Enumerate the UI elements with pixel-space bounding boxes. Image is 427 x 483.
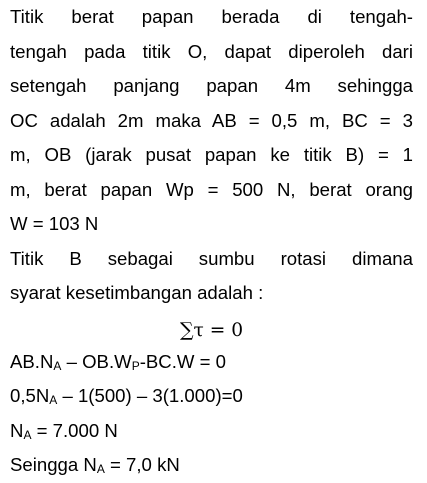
eq-part: = 7.000 N: [31, 419, 118, 441]
eq-part: -BC.W = 0: [139, 350, 226, 372]
text-line: m, berat papan Wp = 500 N, berat orang: [10, 178, 413, 200]
text-line: m, OB (jarak pusat papan ke titik B) = 1: [10, 144, 413, 165]
eq-subscript: P: [131, 358, 140, 373]
text-line: setengah panjang papan 4m sehingga: [10, 75, 413, 96]
document-body: [10, 0, 413, 483]
text-line: W = 103 N: [10, 213, 99, 234]
text-line: tengah pada titik O, dapat diperoleh dari: [10, 40, 413, 62]
equation-4: [10, 448, 413, 483]
text-line: OC adalah 2m maka AB = 0,5 m, BC = 3: [10, 109, 413, 131]
paragraph-center-of-mass: [10, 0, 413, 242]
eq-part: 0,5N: [10, 385, 50, 406]
eq-part: = 7,0 kN: [104, 454, 180, 475]
torque-sum-formula: [10, 315, 413, 345]
eq-part: AB.N: [10, 350, 54, 372]
eq-subscript: A: [96, 462, 105, 476]
sigma-symbol: ∑: [179, 318, 194, 341]
equation-2: [10, 379, 413, 414]
eq-part: N: [10, 419, 24, 441]
eq-subscript: A: [23, 427, 32, 442]
equation-3: [10, 414, 413, 449]
eq-subscript: A: [53, 358, 62, 373]
text-line: Titik berat papan berada di tengah-: [10, 6, 413, 27]
paragraph-equilibrium: [10, 242, 413, 311]
eq-part: Seingga N: [10, 454, 97, 475]
eq-part: – OB.W: [61, 350, 132, 372]
text-line: syarat kesetimbangan adalah :: [10, 282, 264, 303]
eq-part: – 1(500) – 3(1.000)=0: [57, 385, 243, 406]
equation-1: [10, 345, 413, 380]
formula-body: τ = 0: [193, 319, 244, 341]
eq-subscript: A: [49, 393, 58, 407]
text-line: Titik B sebagai sumbu rotasi dimana: [10, 247, 413, 269]
